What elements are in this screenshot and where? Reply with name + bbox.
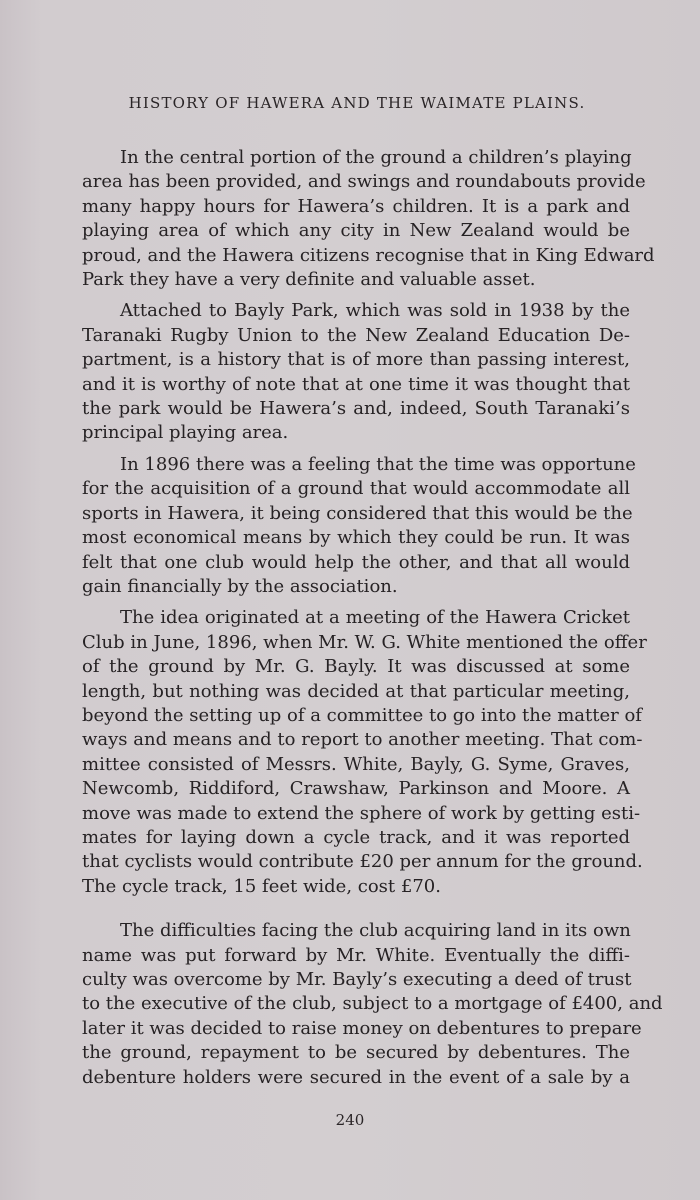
text-line: later it was decided to raise money on debentures to prepare	[82, 1017, 642, 1039]
text-line: of the ground by Mr. G. Bayly. It was discussed at some	[82, 656, 630, 678]
text-line: to the executive of the club, subject to a mortgage of £400, and	[82, 993, 663, 1015]
paragraph	[82, 606, 647, 899]
text-line: Club in June, 1896, when Mr. W. G. White mentioned the offer	[82, 631, 647, 653]
text-line: Newcomb, Riddiford, Crawshaw, Parkinson and Moore. A	[82, 778, 630, 800]
text-line: move was made to extend the sphere of work by getting esti-	[82, 802, 641, 824]
text-line: principal playing area.	[82, 422, 289, 444]
text-line: playing area of which any city in New Zealand would be	[82, 220, 630, 242]
text-line: The idea originated at a meeting of the Hawera Cricket	[120, 607, 630, 629]
text-line: In 1896 there was a feeling that the time was opportune	[120, 453, 636, 475]
text-line: beyond the setting up of a committee to go into the matter of	[82, 704, 642, 726]
text-line: The difficulties facing the club acquiring land in its own	[120, 920, 631, 942]
text-line: partment, is a history that is of more than passing interest,	[82, 349, 630, 371]
text-line: The cycle track, 15 feet wide, cost £70.	[82, 875, 441, 897]
paragraph	[82, 453, 636, 599]
page-number: 240	[335, 1111, 365, 1129]
text-line: and it is worthy of note that at one time it was thought that	[82, 373, 630, 395]
running-head: HISTORY OF HAWERA AND THE WAIMATE PLAINS.	[128, 94, 586, 112]
paragraph	[82, 299, 630, 445]
text-line: ways and means and to report to another meeting. That com-	[82, 729, 643, 751]
text-line: the park would be Hawera’s and, indeed, South Taranaki’s	[82, 398, 630, 420]
text-line: for the acquisition of a ground that would accommodate all	[82, 478, 630, 500]
text-line: mittee consisted of Messrs. White, Bayly, G. Syme, Graves,	[82, 753, 630, 775]
text-line: most economical means by which they could be run. It was	[82, 527, 630, 549]
paragraph	[82, 919, 663, 1090]
text-line: Attached to Bayly Park, which was sold in 1938 by the	[120, 300, 630, 322]
text-line: many happy hours for Hawera’s children. It is a park and	[82, 195, 630, 217]
text-line: sports in Hawera, it being considered that this would be the	[82, 502, 633, 524]
text-line: Park they have a very definite and valuable asset.	[82, 269, 536, 291]
text-line: the ground, repayment to be secured by debentures. The	[82, 1042, 630, 1064]
text-line: area has been provided, and swings and roundabouts provide	[82, 171, 646, 193]
text-line: felt that one club would help the other, and that all would	[82, 551, 630, 573]
text-line: mates for laying down a cycle track, and it was reported	[82, 826, 630, 848]
paragraph	[82, 146, 655, 292]
text-line: In the central portion of the ground a children’s playing	[120, 147, 632, 168]
text-line: proud, and the Hawera citizens recognise that in King Edward	[82, 244, 655, 266]
text-line: culty was overcome by Mr. Bayly’s executing a deed of trust	[82, 969, 632, 990]
text-line: name was put forward by Mr. White. Eventually the diffi-	[82, 944, 630, 966]
text-line: gain financially by the association.	[82, 575, 398, 597]
text-line: that cyclists would contribute £20 per annum for the ground.	[82, 851, 643, 873]
text-line: debenture holders were secured in the event of a sale by a	[82, 1066, 630, 1088]
body-text	[82, 146, 663, 1090]
text-line: Taranaki Rugby Union to the New Zealand Education De-	[82, 324, 630, 346]
text-line: length, but nothing was decided at that particular meeting,	[82, 680, 630, 702]
